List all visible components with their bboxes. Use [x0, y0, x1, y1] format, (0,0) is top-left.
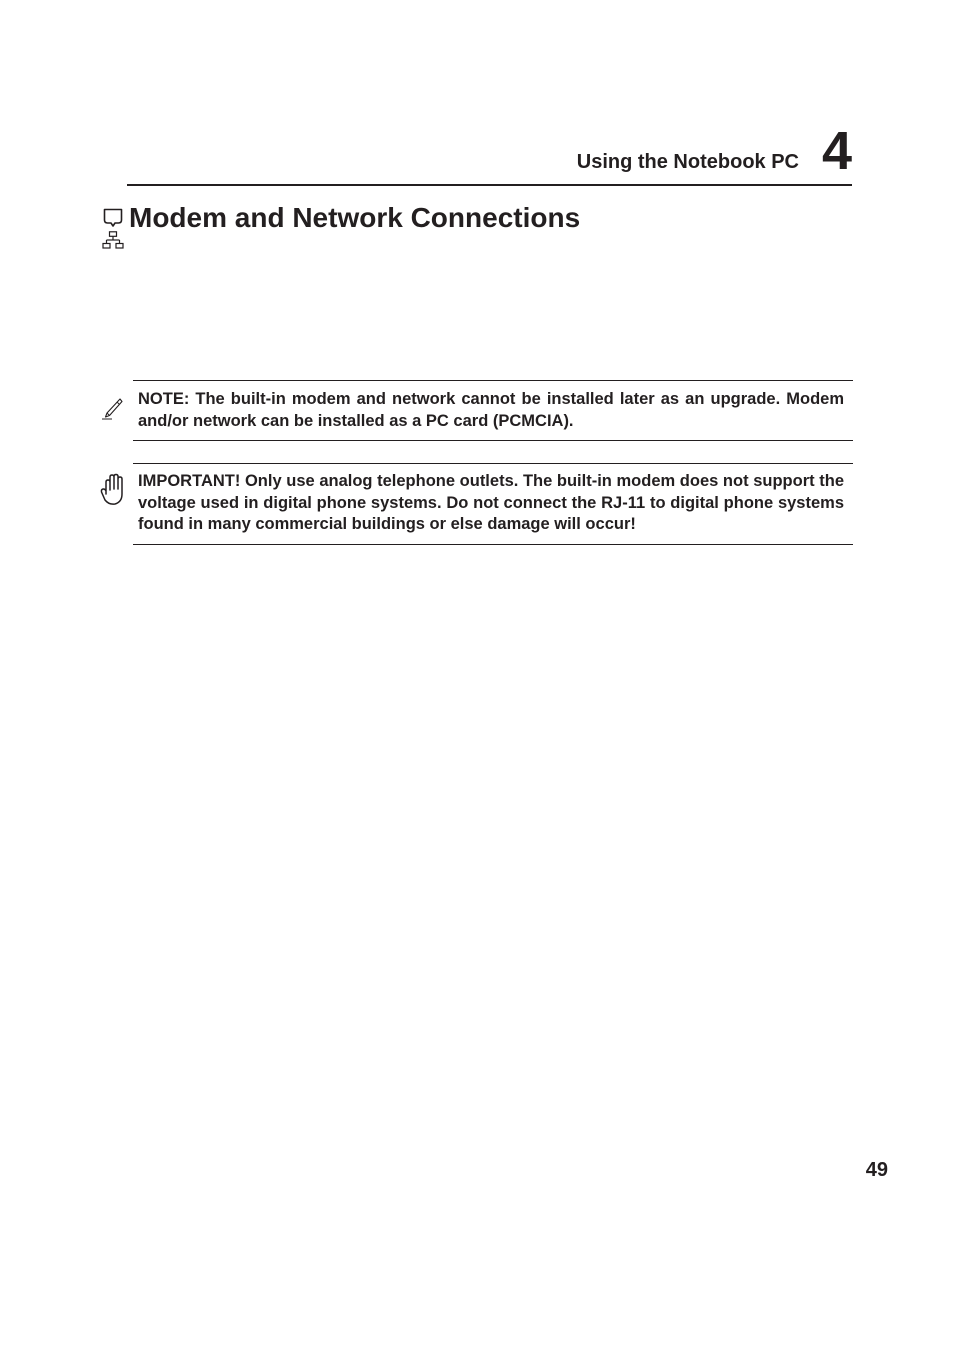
network-icon	[102, 231, 124, 251]
important-callout	[133, 463, 853, 545]
important-text: IMPORTANT! Only use analog telephone outlets. The built-in modem does not support the voltage used in digital phone systems. Do not connect the RJ-11 to digital phone systems found in many commercial buildings or else damage will occur!	[138, 472, 844, 533]
hand-icon	[100, 472, 126, 508]
modem-icon	[102, 208, 124, 230]
chapter-number: 4	[821, 121, 852, 181]
pencil-icon	[100, 397, 124, 421]
section-icons	[102, 208, 124, 252]
section-title: Modem and Network Connections	[129, 202, 581, 233]
note-callout	[133, 380, 853, 441]
note-text: NOTE: The built-in modem and network cannot be installed later as an upgrade. Modem and/or network can be installed as a PC card (PCMCIA).	[138, 390, 844, 430]
page-header	[127, 122, 852, 186]
page-number: 49	[865, 1159, 888, 1181]
chapter-title: Using the Notebook PC	[576, 151, 799, 173]
